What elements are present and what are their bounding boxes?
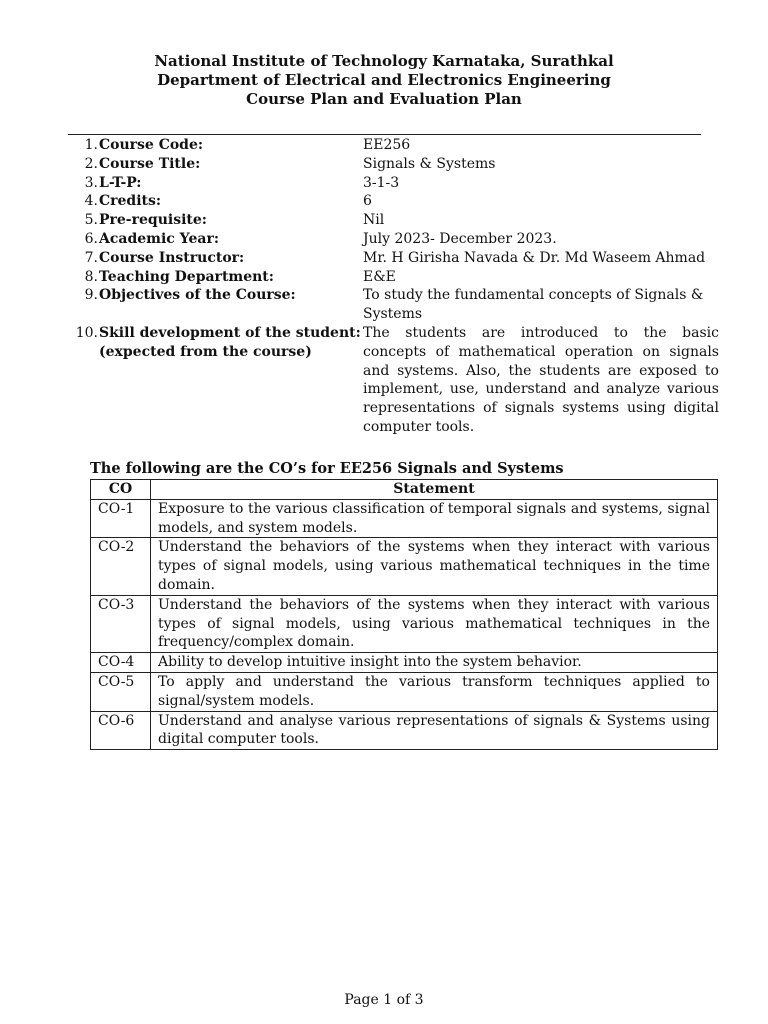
- item-label: L-T-P:: [99, 174, 142, 191]
- item-value: The students are introduced to the basic concepts of mathematical operation on signals and systems. Also, the students are exposed to implement, use, understand and analyze various representations of signals systems using digital computer tools.: [363, 324, 719, 435]
- co-code: CO-6: [91, 711, 151, 750]
- item-label: Objectives of the Course:: [99, 287, 296, 304]
- item-value: To study the fundamental concepts of Signals & Systems: [363, 287, 704, 323]
- item-label: Academic Year:: [99, 230, 219, 247]
- info-row-course-title: [68, 155, 720, 174]
- co-column-header: CO: [91, 480, 151, 500]
- co-code: CO-3: [91, 595, 151, 652]
- document-header: [0, 52, 768, 109]
- item-number: 7.: [84, 249, 98, 266]
- co-code: CO-5: [91, 672, 151, 711]
- item-value: Mr. H Girisha Navada & Dr. Md Waseem Ahmad: [363, 249, 706, 266]
- table-row: [91, 538, 718, 595]
- info-row-teaching-department: [68, 268, 720, 287]
- item-sublabel: (expected from the course): [99, 343, 312, 360]
- co-table-header-row: [91, 480, 718, 500]
- item-value: E&E: [363, 268, 396, 285]
- co-table: [90, 479, 718, 750]
- item-number: 1.: [84, 137, 98, 153]
- item-number: 10.: [75, 324, 98, 341]
- co-statement: Understand the behaviors of the systems when they interact with various types of signal models, using various mathematical techniques in the frequency/complex domain.: [151, 595, 718, 652]
- course-info-list: [68, 136, 720, 437]
- co-section-heading: The following are the CO’s for EE256 Signals and Systems: [90, 460, 564, 477]
- table-row: [91, 499, 718, 538]
- item-number: 5.: [84, 212, 98, 229]
- item-number: 2.: [84, 155, 98, 172]
- co-statement: Understand the behaviors of the systems when they interact with various types of signal models, using various mathematical techniques in the time domain.: [151, 538, 718, 595]
- info-row-objectives: [68, 286, 720, 324]
- page-number: Page 1 of 3: [344, 992, 424, 1008]
- item-number: 8.: [84, 268, 98, 285]
- co-code: CO-1: [91, 499, 151, 538]
- item-value: EE256: [363, 137, 411, 153]
- item-value: Nil: [363, 212, 385, 229]
- co-statement: Understand and analyse various representations of signals & Systems using digital computer tools.: [151, 711, 718, 750]
- item-label: Pre-requisite:: [99, 212, 207, 229]
- info-row-prerequisite: [68, 211, 720, 230]
- item-number: 6.: [84, 230, 98, 247]
- item-number: 3.: [84, 174, 98, 191]
- co-code: CO-2: [91, 538, 151, 595]
- co-statement: Exposure to the various classification of temporal signals and systems, signal models, and system models.: [151, 499, 718, 538]
- table-row: [91, 672, 718, 711]
- item-label: Teaching Department:: [99, 268, 274, 285]
- institute-name: National Institute of Technology Karnataka, Surathkal: [154, 52, 614, 70]
- item-label: Course Instructor:: [99, 249, 245, 266]
- item-number: 9.: [84, 287, 98, 304]
- item-label: Course Code:: [99, 137, 204, 153]
- info-row-credits: [68, 192, 720, 211]
- info-row-skill-development: [68, 324, 720, 437]
- table-row: [91, 595, 718, 652]
- item-number: 4.: [84, 193, 98, 210]
- table-row: [91, 653, 718, 673]
- item-value: Signals & Systems: [363, 155, 496, 172]
- item-value: 3-1-3: [363, 174, 400, 191]
- co-code: CO-4: [91, 653, 151, 673]
- department-name: Department of Electrical and Electronics Engineering: [157, 71, 611, 89]
- info-row-academic-year: [68, 230, 720, 249]
- info-row-ltp: [68, 174, 720, 193]
- item-label: Course Title:: [99, 155, 201, 172]
- item-label-group: [99, 324, 363, 437]
- header-divider: [68, 134, 701, 135]
- document-title: Course Plan and Evaluation Plan: [246, 90, 522, 108]
- info-row-course-code: [68, 136, 720, 155]
- item-value: 6: [363, 193, 372, 210]
- info-row-course-instructor: [68, 249, 720, 268]
- co-statement: To apply and understand the various transform techniques applied to signal/system models.: [151, 672, 718, 711]
- statement-column-header: Statement: [151, 480, 718, 500]
- co-statement: Ability to develop intuitive insight into the system behavior.: [151, 653, 718, 673]
- table-row: [91, 711, 718, 750]
- item-label: Skill development of the student:: [99, 324, 361, 341]
- item-value: July 2023- December 2023.: [363, 230, 557, 247]
- item-label: Credits:: [99, 193, 162, 210]
